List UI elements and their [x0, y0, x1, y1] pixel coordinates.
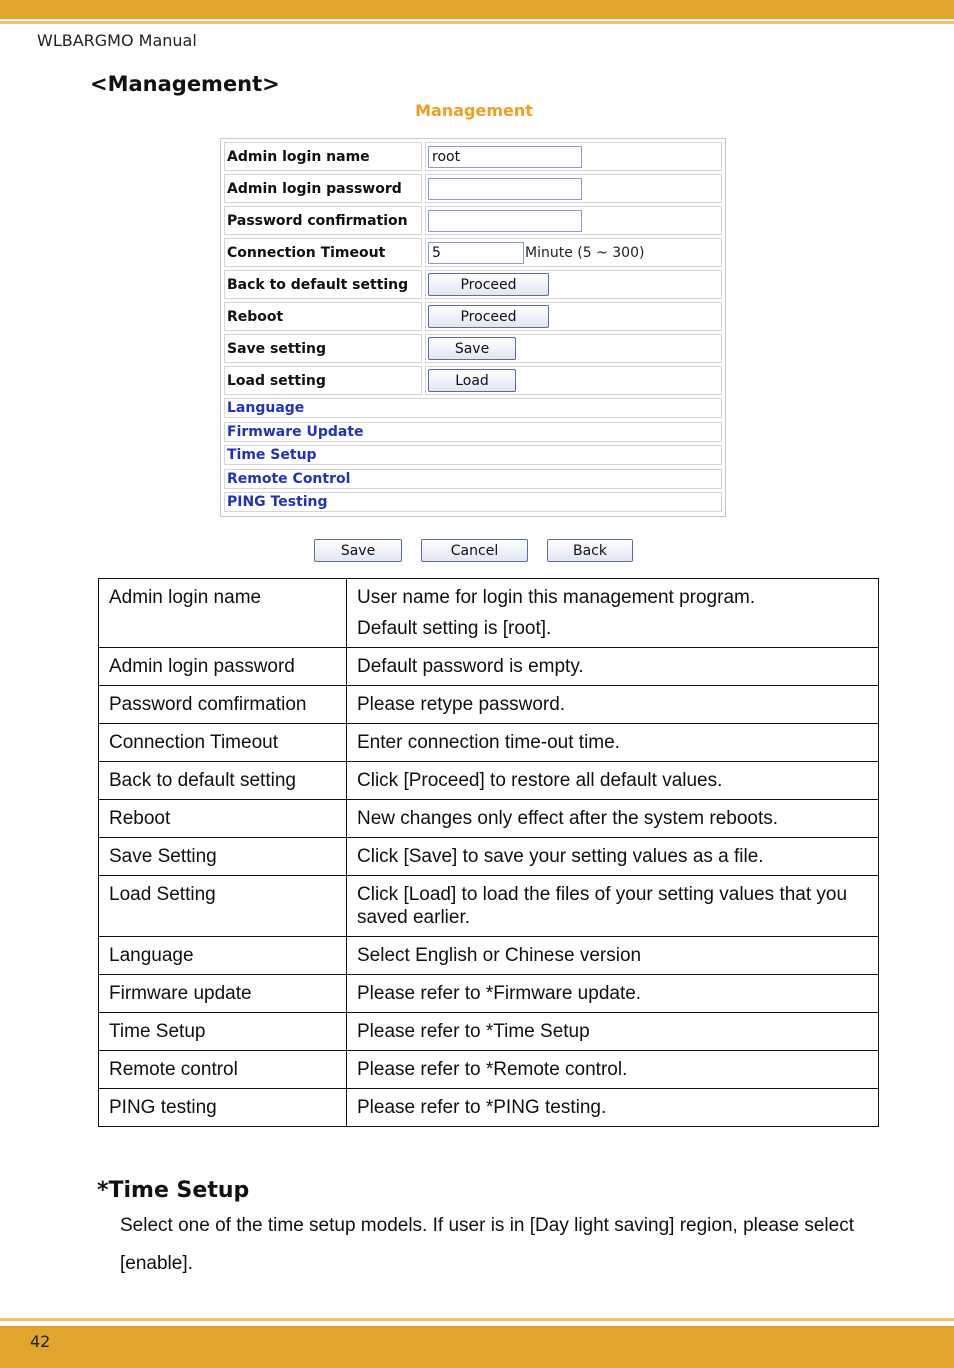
description-cell: Please retype password. [347, 686, 879, 724]
remote-control-link[interactable]: Remote Control [224, 469, 722, 489]
description-text-2: Default setting is [root]. [357, 618, 552, 639]
row-value [425, 142, 722, 171]
item-cell: Load Setting [99, 876, 347, 937]
description-cell: Enter connection time-out time. [347, 724, 879, 762]
ping-testing-link[interactable]: PING Testing [224, 492, 722, 512]
item-cell: Remote control [99, 1051, 347, 1089]
section-heading: <Management> [90, 72, 280, 96]
admin-password-input[interactable] [428, 178, 582, 200]
item-cell: Time Setup [99, 1013, 347, 1051]
row-label: Connection Timeout [224, 238, 422, 267]
item-cell: PING testing [99, 1089, 347, 1127]
table-row [99, 579, 879, 648]
table-row [99, 876, 879, 937]
panel-title: Management [415, 101, 533, 120]
time-setup-heading: *Time Setup [97, 1178, 250, 1203]
item-cell: Save Setting [99, 838, 347, 876]
password-confirmation-input[interactable] [428, 210, 582, 232]
save-button[interactable]: Save [314, 539, 402, 562]
table-row [99, 975, 879, 1013]
row-admin-login-name [224, 142, 722, 171]
row-label: Save setting [224, 334, 422, 363]
description-cell: Default password is empty. [347, 648, 879, 686]
bottom-accent-line [0, 1318, 954, 1321]
description-cell [347, 579, 879, 648]
item-cell: Admin login password [99, 648, 347, 686]
timeout-unit-label: Minute (5 ~ 300) [525, 244, 645, 261]
cancel-button[interactable]: Cancel [421, 539, 528, 562]
row-value [425, 270, 722, 299]
item-cell: Admin login name [99, 579, 347, 648]
page-number: 42 [30, 1332, 51, 1351]
row-admin-login-password [224, 174, 722, 203]
description-text: User name for login this management program. [357, 587, 756, 608]
row-label: Password confirmation [224, 206, 422, 235]
table-row [99, 724, 879, 762]
admin-login-name-input[interactable] [428, 146, 582, 168]
table-row [99, 838, 879, 876]
reboot-proceed-button[interactable]: Proceed [428, 305, 549, 328]
row-back-to-default [224, 270, 722, 299]
restore-default-proceed-button[interactable]: Proceed [428, 273, 549, 296]
firmware-update-link[interactable]: Firmware Update [224, 422, 722, 442]
description-cell: Click [Save] to save your setting values as a file. [347, 838, 879, 876]
item-cell: Back to default setting [99, 762, 347, 800]
connection-timeout-input[interactable] [428, 242, 524, 264]
description-cell: Please refer to *Firmware update. [347, 975, 879, 1013]
row-label: Back to default setting [224, 270, 422, 299]
description-cell: Click [Load] to load the files of your setting values that you saved earlier. [347, 876, 879, 937]
table-row [99, 648, 879, 686]
description-cell: Select English or Chinese version [347, 937, 879, 975]
item-cell: Connection Timeout [99, 724, 347, 762]
row-value [425, 238, 722, 267]
item-cell: Language [99, 937, 347, 975]
row-connection-timeout [224, 238, 722, 267]
table-row [99, 937, 879, 975]
description-cell: Please refer to *Time Setup [347, 1013, 879, 1051]
row-value [425, 206, 722, 235]
form-buttons [0, 539, 948, 563]
table-row [99, 800, 879, 838]
row-value [425, 302, 722, 331]
row-reboot [224, 302, 722, 331]
description-cell: Please refer to *PING testing. [347, 1089, 879, 1127]
item-cell: Firmware update [99, 975, 347, 1013]
description-cell: Please refer to *Remote control. [347, 1051, 879, 1089]
row-save-setting [224, 334, 722, 363]
load-setting-button[interactable]: Load [428, 369, 516, 392]
table-row [99, 762, 879, 800]
row-label: Reboot [224, 302, 422, 331]
row-password-confirmation [224, 206, 722, 235]
time-setup-description: Select one of the time setup models. If user is in [Day light saving] region, please select [enable]. [120, 1215, 854, 1274]
table-row [99, 686, 879, 724]
top-accent-line [0, 21, 954, 24]
back-button[interactable]: Back [547, 539, 633, 562]
item-cell: Reboot [99, 800, 347, 838]
item-cell: Password comfirmation [99, 686, 347, 724]
row-value [425, 174, 722, 203]
table-row [99, 1089, 879, 1127]
row-value [425, 334, 722, 363]
row-label: Admin login password [224, 174, 422, 203]
row-label: Load setting [224, 366, 422, 395]
row-value [425, 366, 722, 395]
top-color-bar [0, 0, 954, 19]
language-link[interactable]: Language [224, 398, 722, 418]
table-row [99, 1013, 879, 1051]
description-cell: New changes only effect after the system reboots. [347, 800, 879, 838]
time-setup-link[interactable]: Time Setup [224, 445, 722, 465]
bottom-color-bar [0, 1326, 954, 1368]
settings-description-table [98, 578, 879, 1127]
row-load-setting [224, 366, 722, 395]
row-label: Admin login name [224, 142, 422, 171]
description-cell: Click [Proceed] to restore all default values. [347, 762, 879, 800]
document-title: WLBARGMO Manual [37, 31, 197, 50]
table-row [99, 1051, 879, 1089]
save-setting-button[interactable]: Save [428, 337, 516, 360]
management-panel [220, 138, 726, 517]
